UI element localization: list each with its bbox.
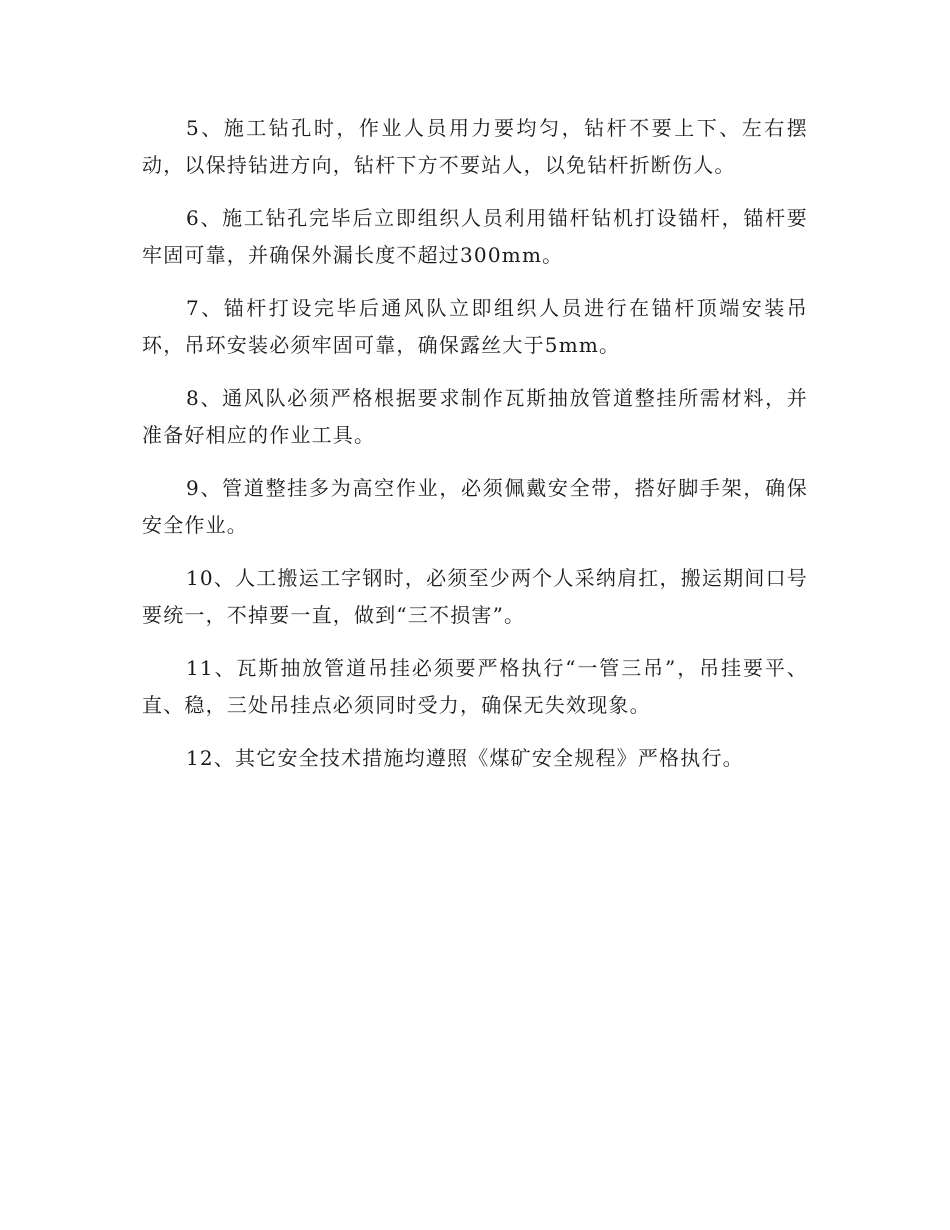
paragraph-item-5: 5、施工钻孔时，作业人员用力要均匀，钻杆不要上下、左右摆动，以保持钻进方向，钻杆下方不要站人，以免钻杆折断伤人。 [142,116,808,177]
paragraph-item-6: 6、施工钻孔完毕后立即组织人员利用锚杆钻机打设锚杆，锚杆要牢固可靠，并确保外漏长度不超过300mm。 [142,206,808,267]
paragraph-item-7: 7、锚杆打设完毕后通风队立即组织人员进行在锚杆顶端安装吊环，吊环安装必须牢固可靠，确保露丝大于5mm。 [142,296,808,357]
paragraph-item-9: 9、管道整挂多为高空作业，必须佩戴安全带，搭好脚手架，确保安全作业。 [142,476,808,537]
paragraph-item-8: 8、通风队必须严格根据要求制作瓦斯抽放管道整挂所需材料，并准备好相应的作业工具。 [142,386,808,447]
paragraph-item-11: 11、瓦斯抽放管道吊挂必须要严格执行“一管三吊”，吊挂要平、直、稳，三处吊挂点必须同时受力，确保无失效现象。 [142,656,808,717]
paragraph-item-12: 12、其它安全技术措施均遵照《煤矿安全规程》严格执行。 [186,746,744,770]
document-body [142,110,808,793]
paragraph-item-10: 10、人工搬运工字钢时，必须至少两个人采纳肩扛，搬运期间口号要统一，不掉要一直，做到“三不损害”。 [142,566,808,627]
